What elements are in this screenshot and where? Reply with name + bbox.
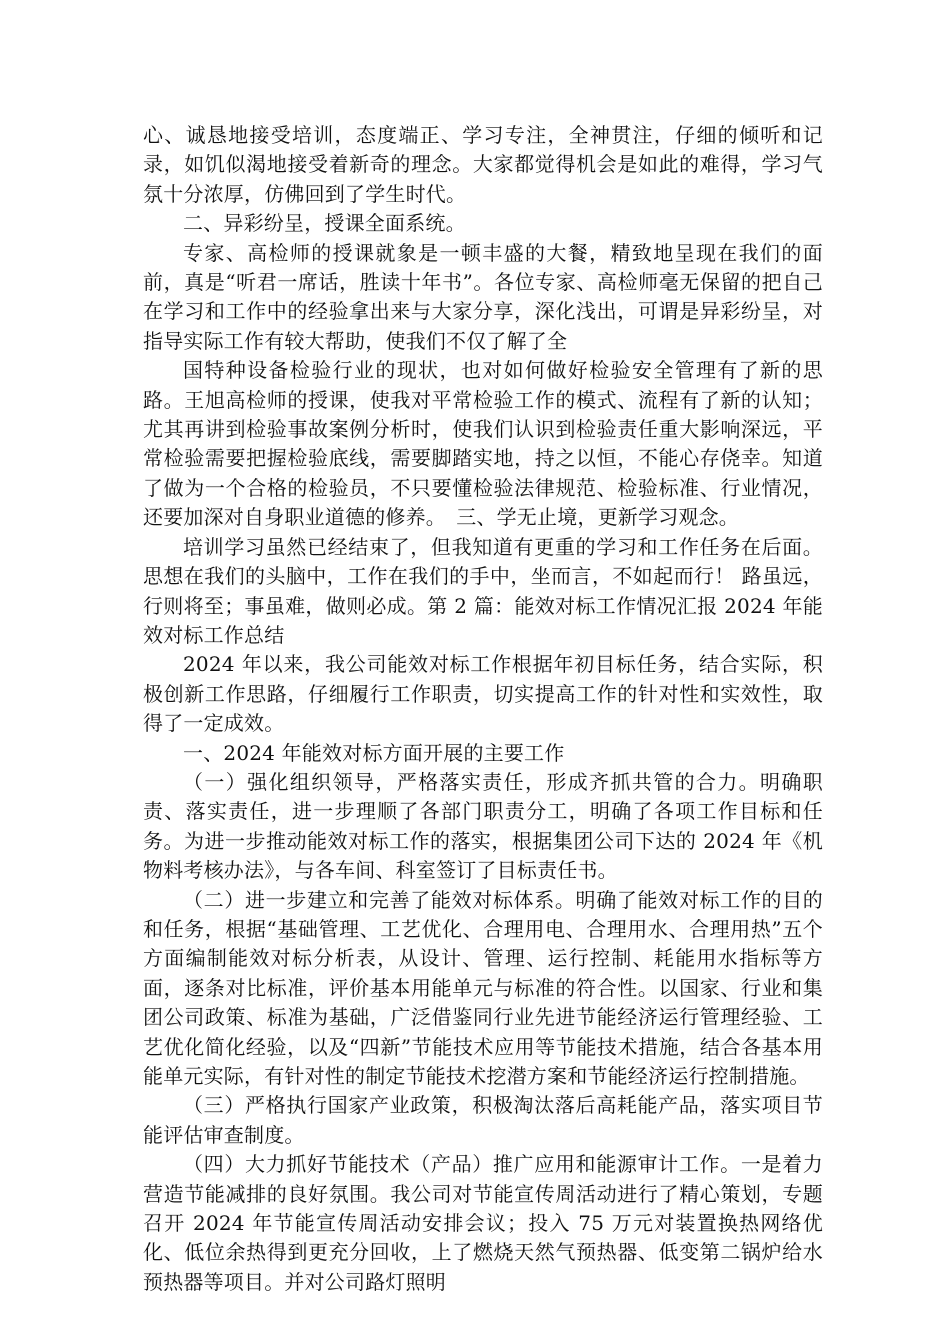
- section-heading-7: 一、2024 年能效对标方面开展的主要工作: [183, 740, 565, 765]
- paragraph-10: （三）严格执行国家产业政策，积极淘汰落后高耗能产品，落实项目节能评估审查制度。: [143, 1093, 823, 1147]
- paragraph-5: 培训学习虽然已经结束了，但我知道有更重的学习和工作任务在后面。思想在我们的头脑中，工作在我们的手中，坐而言，不如起而行！ 路虽远，行则将至；事虽难，做则必成。第 2 篇：能效对标工作情况汇报 2024 年能效对标工作总结: [143, 534, 823, 647]
- paragraph-4: 国特种设备检验行业的现状，也对如何做好检验安全管理有了新的思路。王旭高检师的授课，使我对平常检验工作的模式、流程有了新的认知；尤其再讲到检验事故案例分析时，使我们认识到检验责任重大影响深远，平常检验需要把握检验底线，需要脚踏实地，持之以恒，不能心存侥幸。知道了做为一个合格的检验员，不只要懂检验法律规范、检验标准、行业情况，还要加深对自身职业道德的修养。 三、学无止境，更新学习观念。: [143, 358, 823, 530]
- paragraph-11: （四）大力抓好节能技术（产品）推广应用和能源审计工作。一是着力营造节能减排的良好氛围。我公司对节能宣传周活动进行了精心策划，专题召开 2024 年节能宣传周活动安排会议；投入 75 万元对装置换热网络优化、低位余热得到更充分回收，上了燃烧天然气预热器、低变第二锅炉给水预热器等项目。并对公司路灯照明: [143, 1152, 823, 1294]
- paragraph-3: 专家、高检师的授课就象是一顿丰盛的大餐，精致地呈现在我们的面前，真是“听君一席话，胜读十年书”。各位专家、高检师毫无保留的把自己在学习和工作中的经验拿出来与大家分享，深化浅出，可谓是异彩纷呈，对指导实际工作有较大帮助，使我们不仅了解了全: [143, 240, 823, 353]
- paragraph-6: 2024 年以来，我公司能效对标工作根据年初目标任务，结合实际，积极创新工作思路，仔细履行工作职责，切实提高工作的针对性和实效性，取得了一定成效。: [143, 652, 823, 736]
- paragraph-9: （二）进一步建立和完善了能效对标体系。明确了能效对标工作的目的和任务，根据“基础管理、工艺优化、合理用电、合理用水、合理用热”五个方面编制能效对标分析表，从设计、管理、运行控制、耗能用水指标等方面，逐条对比标准，评价基本用能单元与标准的符合性。以国家、行业和集团公司政策、标准为基础，广泛借鉴同行业先进节能经济运行管理经验、工艺优化简化经验，以及“四新”节能技术应用等节能技术措施，结合各基本用能单元实际，有针对性的制定节能技术挖潜方案和节能经济运行控制措施。: [143, 887, 823, 1088]
- section-heading-2: 二、异彩纷呈，授课全面系统。: [183, 211, 466, 236]
- paragraph-1: 心、诚恳地接受培训，态度端正、学习专注，全神贯注，仔细的倾听和记录，如饥似渴地接受着新奇的理念。大家都觉得机会是如此的难得，学习气氛十分浓厚，仿佛回到了学生时代。: [143, 123, 823, 206]
- document-body: [143, 121, 823, 1297]
- paragraph-8: （一）强化组织领导，严格落实责任，形成齐抓共管的合力。明确职责、落实责任，进一步理顺了各部门职责分工，明确了各项工作目标和任务。为进一步推动能效对标工作的落实，根据集团公司下达的 2024 年《机物料考核办法》，与各车间、科室签订了目标责任书。: [143, 769, 823, 883]
